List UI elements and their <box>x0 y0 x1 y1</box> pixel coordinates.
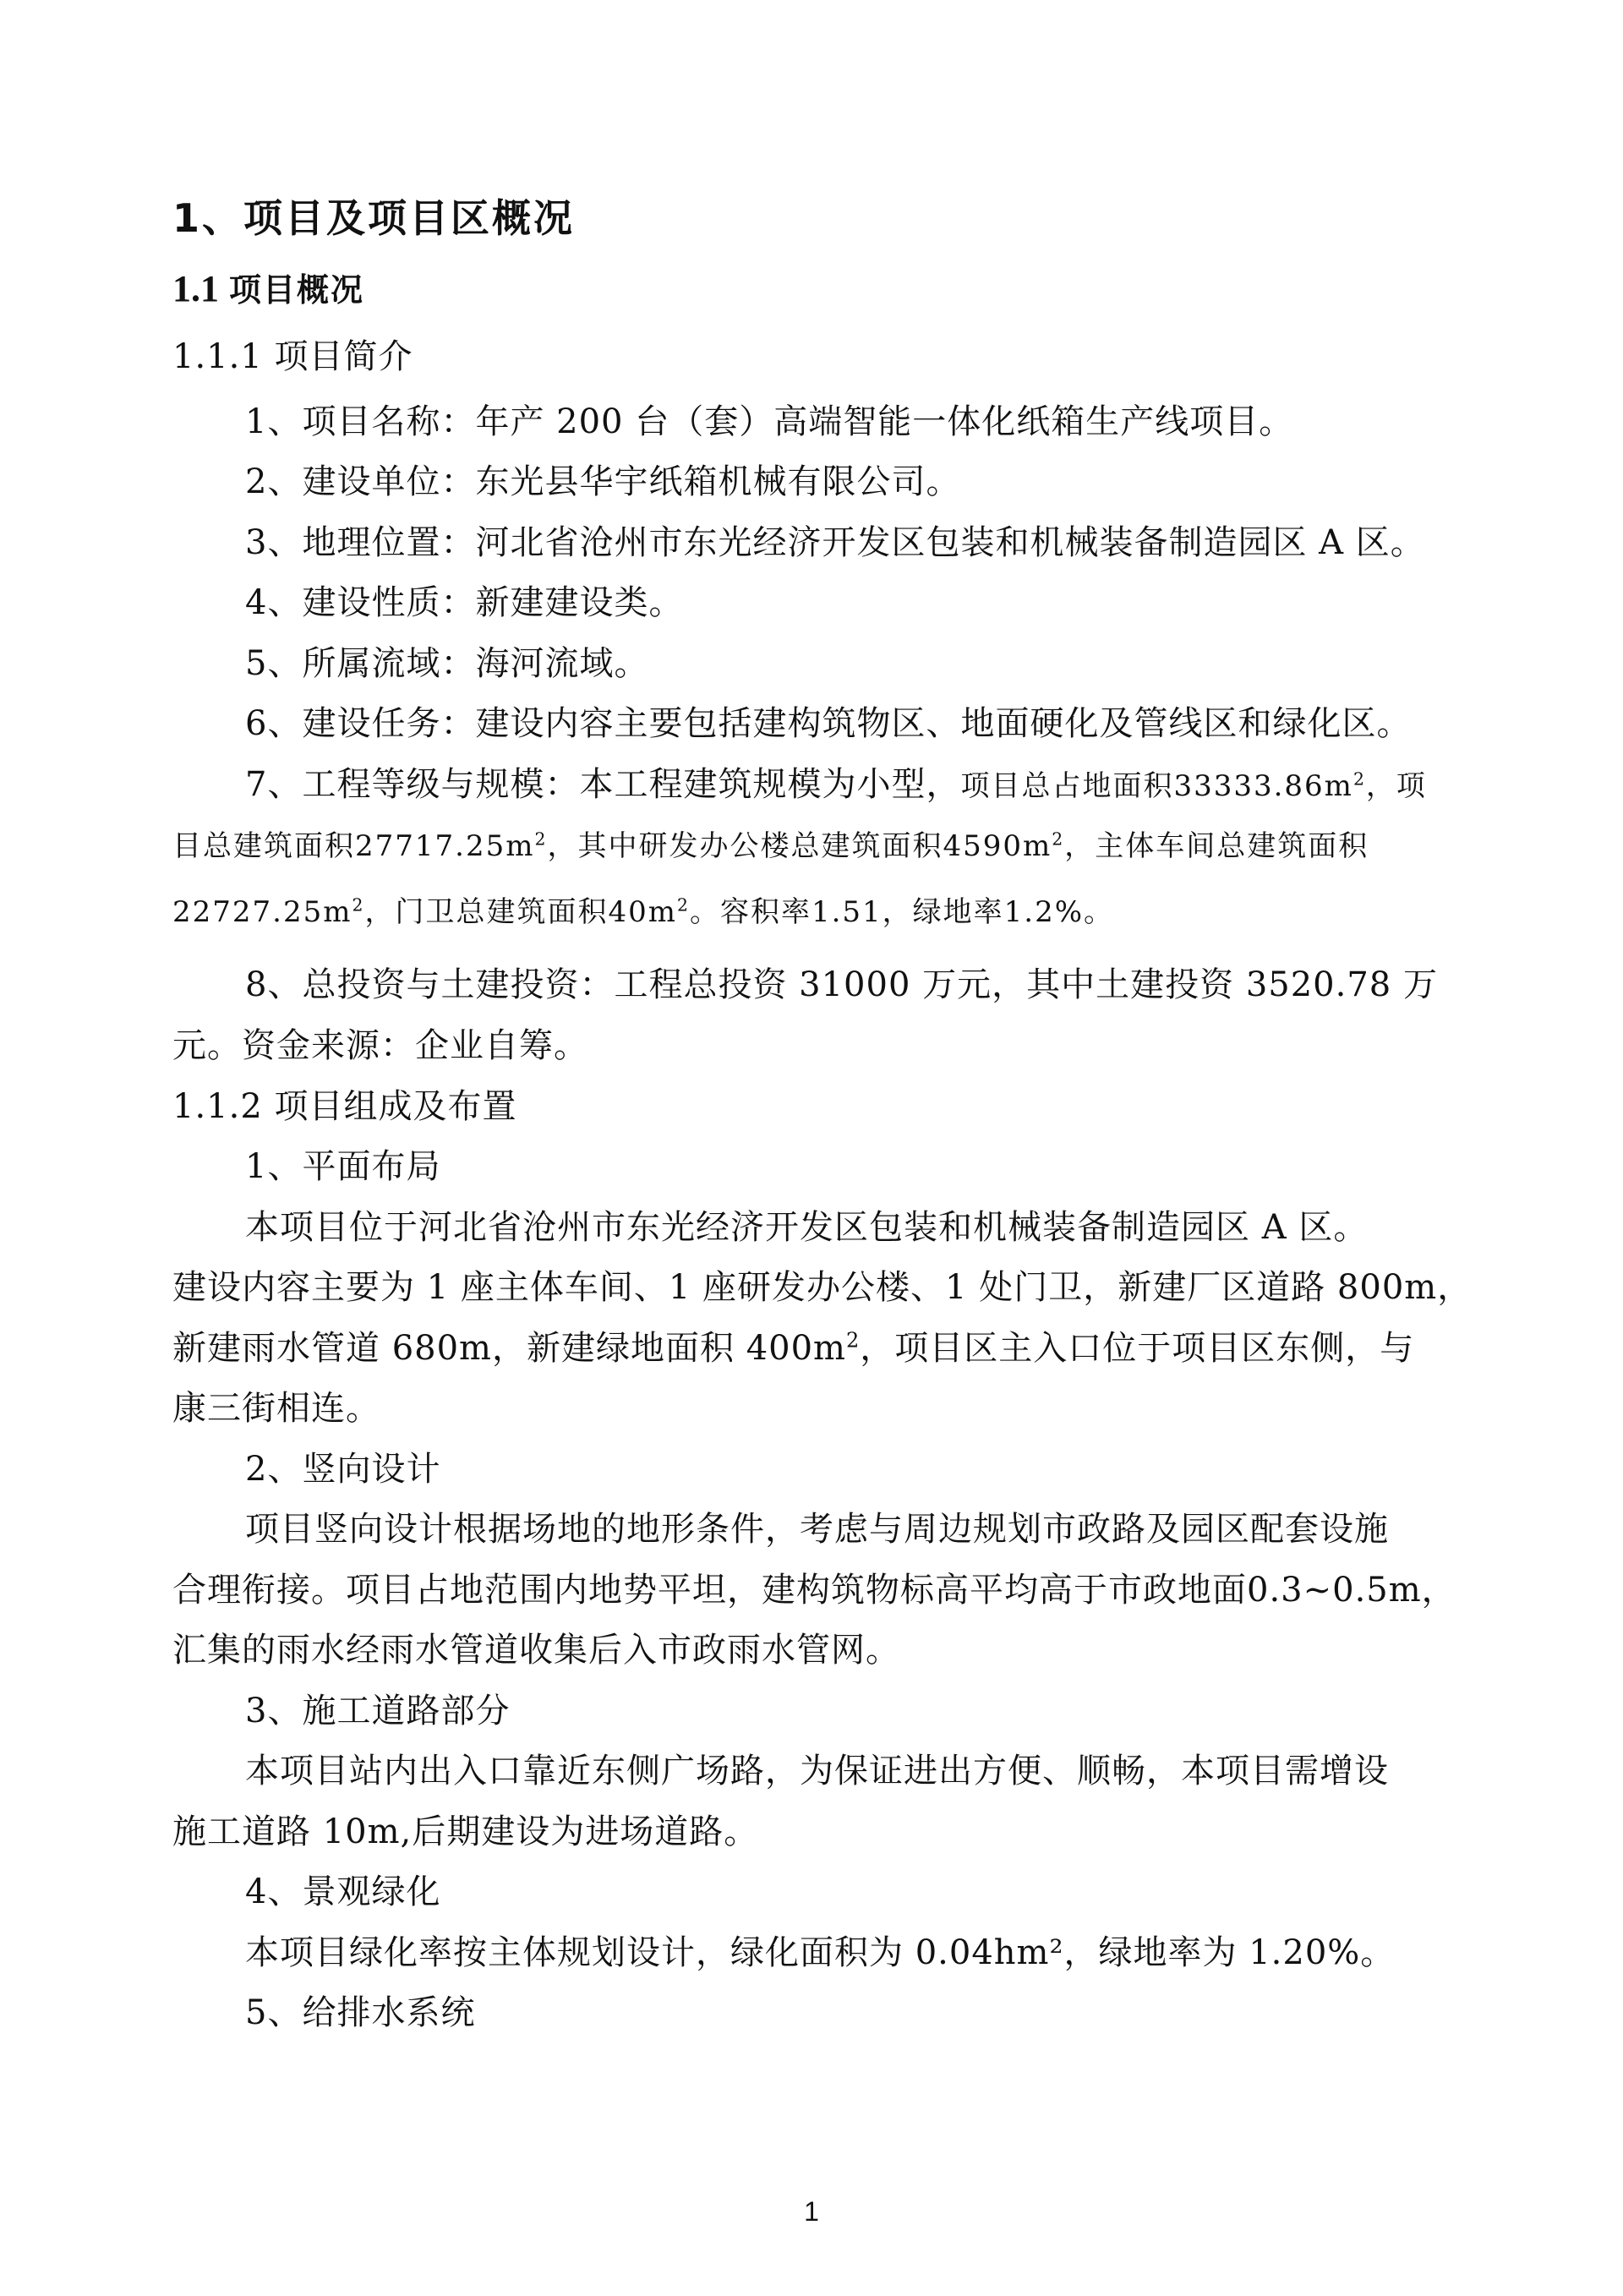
subsection-title-layout: 1.1.2 项目组成及布置 <box>172 1087 517 1126</box>
page-number: 1 <box>804 2196 819 2227</box>
drainage-title: 5、给排水系统 <box>245 1993 476 2032</box>
layout-paragraph-line-2: 建设内容主要为 1 座主体车间、1 座研发办公楼、1 处门卫，新建厂区道路 800m， <box>172 1268 1473 1307</box>
road-paragraph-line-1: 本项目站内出入口靠近东侧广场路，为保证进出方便、顺畅，本项目需增设 <box>245 1752 1389 1790</box>
intro-basin: 5、所属流域：海河流域。 <box>245 644 649 683</box>
layout-paragraph-line-3: 新建雨水管道 680m，新建绿地面积 $400m^2$，项目区主入口位于项目区东侧，与 <box>172 1328 1415 1368</box>
layout-paragraph-line-4: 康三街相连。 <box>172 1389 380 1428</box>
intro-scale-line-2: 目总建筑面积$27717.25m^2$，其中研发办公楼总建筑面积$4590m^2$，主体车间总建筑面积 <box>172 828 1369 863</box>
green-paragraph-line-1: 本项目绿化率按主体规划设计，绿化面积为 0.04hm²，绿地率为 1.20%。 <box>245 1933 1396 1972</box>
vertical-paragraph-line-3: 汇集的雨水经雨水管道收集后入市政雨水管网。 <box>172 1631 900 1670</box>
road-title: 3、施工道路部分 <box>245 1692 511 1730</box>
section-heading <box>172 264 364 315</box>
layout-paragraph-line-1: 本项目位于河北省沧州市东光经济开发区包装和机械装备制造园区 A 区。 <box>245 1208 1369 1247</box>
scale-total-area: 项目总占地面积$33333.86m^2$，项 <box>960 768 1427 803</box>
section-title: 项目概况 <box>229 271 365 309</box>
intro-investment-line-1: 8、总投资与土建投资：工程总投资 31000 万元，其中土建投资 3520.78 万 <box>245 965 1438 1004</box>
intro-nature: 4、建设性质：新建建设类。 <box>245 583 684 622</box>
vertical-design-title: 2、竖向设计 <box>245 1450 441 1489</box>
chapter-heading: 1、项目及项目区概况 <box>172 195 576 241</box>
intro-scale-line-1: 7、工程等级与规模：本工程建筑规模为小型，项目总占地面积$33333.86m^2$，项 <box>245 765 1427 804</box>
intro-location: 3、地理位置：河北省沧州市东光经济开发区包装和机械装备制造园区 A 区。 <box>245 523 1425 562</box>
section-number: 1.1 <box>172 268 219 309</box>
vertical-paragraph-line-2: 合理衔接。项目占地范围内地势平坦，建构筑物标高平均高于市政地面0.3~0.5m， <box>172 1571 1456 1610</box>
intro-project-name: 1、项目名称：年产 200 台（套）高端智能一体化纸箱生产线项目。 <box>245 402 1294 441</box>
vertical-paragraph-line-1: 项目竖向设计根据场地的地形条件，考虑与周边规划市政路及园区配套设施 <box>245 1510 1389 1549</box>
road-paragraph-line-2: 施工道路 10m,后期建设为进场道路。 <box>172 1812 759 1851</box>
intro-investment-line-2: 元。资金来源：企业自筹。 <box>172 1026 588 1065</box>
green-title: 4、景观绿化 <box>245 1872 441 1911</box>
subsection-title-intro: 1.1.1 项目简介 <box>172 337 413 376</box>
intro-scale-line-3: $22727.25m^2$，门卫总建筑面积$40m^2$。容积率1.51，绿地率1.2%。 <box>172 894 1115 929</box>
intro-construction-unit: 2、建设单位：东光县华宇纸箱机械有限公司。 <box>245 462 961 501</box>
intro-task: 6、建设任务：建设内容主要包括建构筑物区、地面硬化及管线区和绿化区。 <box>245 704 1412 743</box>
layout-title: 1、平面布局 <box>245 1147 441 1186</box>
